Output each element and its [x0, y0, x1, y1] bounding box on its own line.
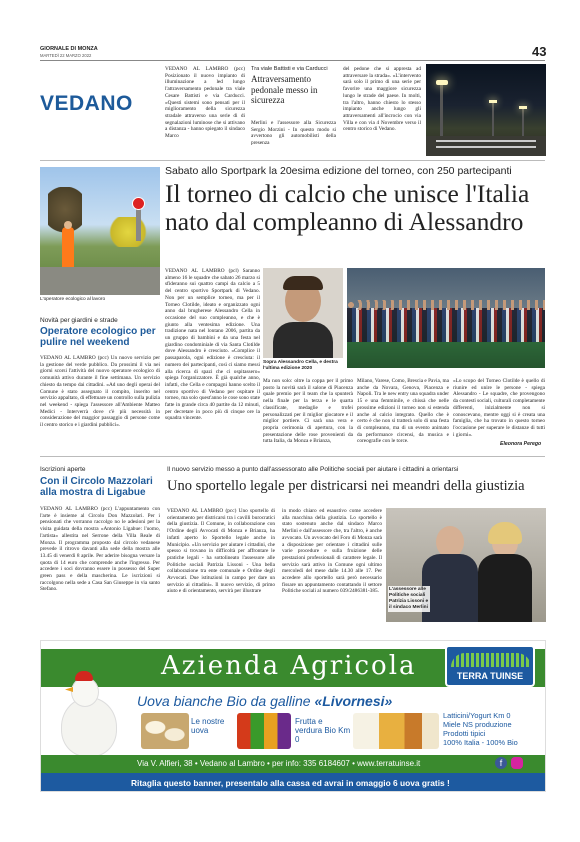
main-article-col3: Milano, Varese, Como, Brescia e Pavia, ma anche da Novara, Genova, Piacenza e Napoli. Tra le new entry una squadra under 15 e una femminile, e chissà che nelle prossime edizioni il torneo non si estenda anche al calcio integrato. Quello che è certo è che non si tratterà solo di una festa di compleanno, ma di un evento animato da performance circensi, da musica e coreografie con le torce.	[357, 378, 449, 445]
facebook-icon: f	[495, 757, 507, 769]
top-article-strap: Tra viale Battisti e via Carducci	[251, 66, 328, 72]
legal-photo-caption: L'assessore alle Politiche sociali Patrizia Lissoni e il sindaco Merlini	[389, 587, 429, 610]
legal-col1: VEDANO AL LAMBRO (pcc) Uno sportello di orientamento per districarsi tra i cavilli burocratici della giustizia. Il Comune, in collaborazione con l'Ordine degli Avvocati di Monza e Brianza, ha infatti aperto lo Sportello legale anche in Municipio. «Un servizio per aiutare i cittadini, che spesso si trovano in difficoltà per affrontare le pratiche legali - ha sottolineato l'assessore alle Politiche sociali Patrizia Lissoni - Una bella collaborazione tra ente comunale e Ordine degli Avvocati. Due istituzioni in campo per dare un servizio ai cittadini». Il nuovo servizio, di primo aiuto e di orientamento, servirà per illustrare	[167, 508, 275, 595]
night-crosswalk-photo	[426, 64, 546, 156]
top-article-col3: del pedone che si appresta ad attraversare la strada». «L'intervento sarà solo il primo di una serie per favorire una maggiore sicurezza lungo le strade del paese. In molti, tra l'altro, hanno chiesto lo stesso impianto anche lungo gli attraversamenti all'incrocio con via Villa e con via 4 Novembre verso il centro storico di Vedano.	[343, 66, 421, 133]
mazzolari-body: VEDANO AL LAMBRO (pcc) L'appuntamento con l'arte è insieme al Circolo Don Mazzolari. Per i pensionati che vorranno raccolgo no le adesioni per la visita guidata della mostra «Antonio Ligabue: l'uomo, l'artista» allestita nel Serrone della Villa Reale di Monza. Il programma proposto dal circolo vedanese prevede il ritrovo davanti alla sede della mostra alle 13.45 di venerdì 8 aprile. Per aderire bisogna versare la quota di 14 euro che comprende anche l'ingresso. Per accedere i soci dovranno essere in possesso del Super green pass e della mascherina. Le iscrizioni si raccolgono nella sede a Casa San Giuseppe in via santo Stefano.	[40, 506, 160, 593]
eggs-photo	[141, 713, 189, 749]
instagram-icon	[511, 757, 523, 769]
advert-banner	[40, 640, 546, 792]
dairy-photo	[353, 713, 439, 749]
issue-date: MARTEDÌ 22 MARZO 2022	[40, 53, 92, 58]
operator-photo-caption: L'operatore ecologico al lavoro	[40, 297, 106, 302]
main-article-author: Eleonora Perego	[500, 441, 542, 447]
advert-company-name: Azienda Agricola	[161, 651, 417, 681]
section-title: VEDANO	[40, 92, 133, 115]
main-article-headline: Il torneo di calcio che unisce l'Italia nato dal compleanno di Alessandro	[165, 179, 530, 236]
legal-col2: in modo chiaro ed esaustivo come accedere alla macchina della giustizia. Lo sportello è stato sostenuto anche dal sindaco Marco Merlini e dall'assessore che, tra l'altro, è anche avvocato. Un avvocato del Foro di Monza sarà a disposizione per orientare i cittadini sulle varie procedure e sulla fruizione delle prestazioni professionali di carattere legale. Il servizio sarà attivo in Comune ogni ultimo mercoledì del mese dalle 14.30 alle 17. Per accedere allo sportello sarà però necessario fissare un appuntamento contattando il settore Politiche sociali al numero 039/2486381-385.	[282, 508, 382, 595]
operator-strap: Novità per giardini e strade	[40, 317, 118, 324]
advert-tagline: Uova bianche Bio da galline «Livornesi»	[137, 693, 393, 709]
legal-headline: Uno sportello legale per districarsi nei meandri della giustizia	[167, 478, 525, 494]
operator-body: VEDANO AL LAMBRO (pcc) Un nuovo servizio per la gestione del verde pubblico. Da prossimi il via nei giorni scorsi l'attività del nuovo operatore ecologico di comunità attivo durante il fine settimana. Un servizio chiesto da tempo dai cittadini. «Ad uno degli operai del Comune è stato assegnato il compito, inserito nel servizio appaltato, di effettuare un controllo sulla pulizia nel weekend - spiega l'assessore all'Ambiente Matteo Medici - Interverrà dove c'è più necessità in considerazione del maggior passaggio di persone come il centro storico e i giardini pubblici».	[40, 355, 160, 429]
main-article-col4: «Lo scopo del Torneo Clotilde è quello di riunire ed unire le persone - spiega Alessandro - Le squadre, che provengono da contesti sociali, culturali completamente differenti, inizialmente non si conoscevano, mentre oggi si è creata una famiglia, che ha trovato in questo torneo l'occasione per superare le distanze di tutti i giorni».	[453, 378, 545, 438]
main-article-col2: Ma non solo: oltre la coppa per il primo posto la novità sarà il salone di Piacenza quale premio per il team che la spunterà nella finale per la terza e le quarta classificate, medaglie e trofei personalizzati per il miglior giocatore e il miglior portiere. Ci sarà una vera e propria cerimonia di apertura, con la presentazione delle rose provenienti da tutta Italia, da Monza e Brianza,	[263, 378, 353, 445]
alessandro-portrait-photo	[263, 268, 343, 358]
main-article-col1: VEDANO AL LAMBRO (pcl) Saranno almeno 16 le squadre che sabato 26 marzo si sfideranno sui quattro campi da calcio a 5 del centro sportivo Sportpark di Vedano. Non per un semplice torneo, ma per il Torneo Clotilde, ideato e organizzato ogni anno dal brugherese Alessandro Cella in occasione del suo compleanno, e che è giunto alla ventesima edizione. Una tradizione nata nel lontano 2006, partita da un gruppo di bambini e da una festa nel giardino condominiale di via Santa Clotilde dove Alessandro è cresciuto. «Complice il passaparola, ogni edizione è cresciuta: il numero dei partecipanti, così ci siamo messi alla ricerca di spazi che ci ospitassero» spiega l'organizzatore. È già qualche anno, infatti, che Cella e compagni hanno scelto il centro sportivo di Vedano per ospitare il torneo, ma solo quest'anno le cose sono state fatte in grande circa 40 partite da 12 minuti, per decretare in poco più di cinque ore la squadra vincente.	[165, 268, 260, 422]
masthead: GIORNALE DI MONZA	[40, 46, 98, 52]
advert-coupon: Ritaglia questo banner, presentalo alla cassa ed avrai in omaggio 6 uova gratis !	[131, 778, 450, 788]
operator-headline: Operatore ecologico per pulire nel weekend	[40, 326, 156, 348]
advert-item-vegetables: Frutta e verdura Bio Km 0	[295, 717, 351, 744]
top-article-headline: Attraversamento pedonale messo in sicurezza	[251, 74, 318, 105]
top-article-col2: Merlini e l'assessore alla Sicurezza Sergio Morzini - In questo modo si avvertono gli automobilisti della presenza	[251, 120, 336, 147]
mazzolari-strap: Iscrizioni aperte	[40, 466, 86, 473]
terra-tuinse-logo: TERRA TUINSE	[445, 645, 535, 687]
portrait-caption: Sopra Alessandro Cella, e destra l'ultima edizione 2020	[263, 360, 338, 371]
top-article-col1: VEDANO AL LAMBRO (pcc) Posizionato il nuovo impianto di illuminazione a led lungo l'attraversamento pedonale tra viale Cesare Battisti e via Carducci. «Questi sistemi sono pensati per il miglioramento della sicurezza stradale attraverso una serie di di segnalazioni luminose che si attivano a distanza - hanno spiegato il sindaco Marco	[165, 66, 245, 140]
mazzolari-headline: Con il Circolo Mazzolari alla mostra di Ligabue	[40, 476, 153, 498]
legal-strap: Il nuovo servizio messo a punto dall'assessorato alle Politiche sociali per aiutare i cittadini a orientarsi	[167, 466, 459, 473]
vegetables-photo	[237, 713, 291, 749]
operator-photo	[40, 167, 160, 295]
advert-item-dairy: Latticini/Yogurt Km 0 Miele NS produzione Prodotti tipici 100% Italia - 100% Bio	[443, 711, 518, 747]
advert-address: Via V. Alfieri, 38 • Vedano al Lambro • per info: 335 6184607 • www.terratuinse.it	[137, 759, 421, 768]
advert-item-eggs: Le nostre uova	[191, 717, 225, 735]
page-number: 43	[532, 44, 547, 59]
tournament-team-photo	[347, 268, 545, 368]
main-article-strap: Sabato allo Sportpark la 20esima edizione del torneo, con 250 partecipanti	[165, 165, 512, 177]
